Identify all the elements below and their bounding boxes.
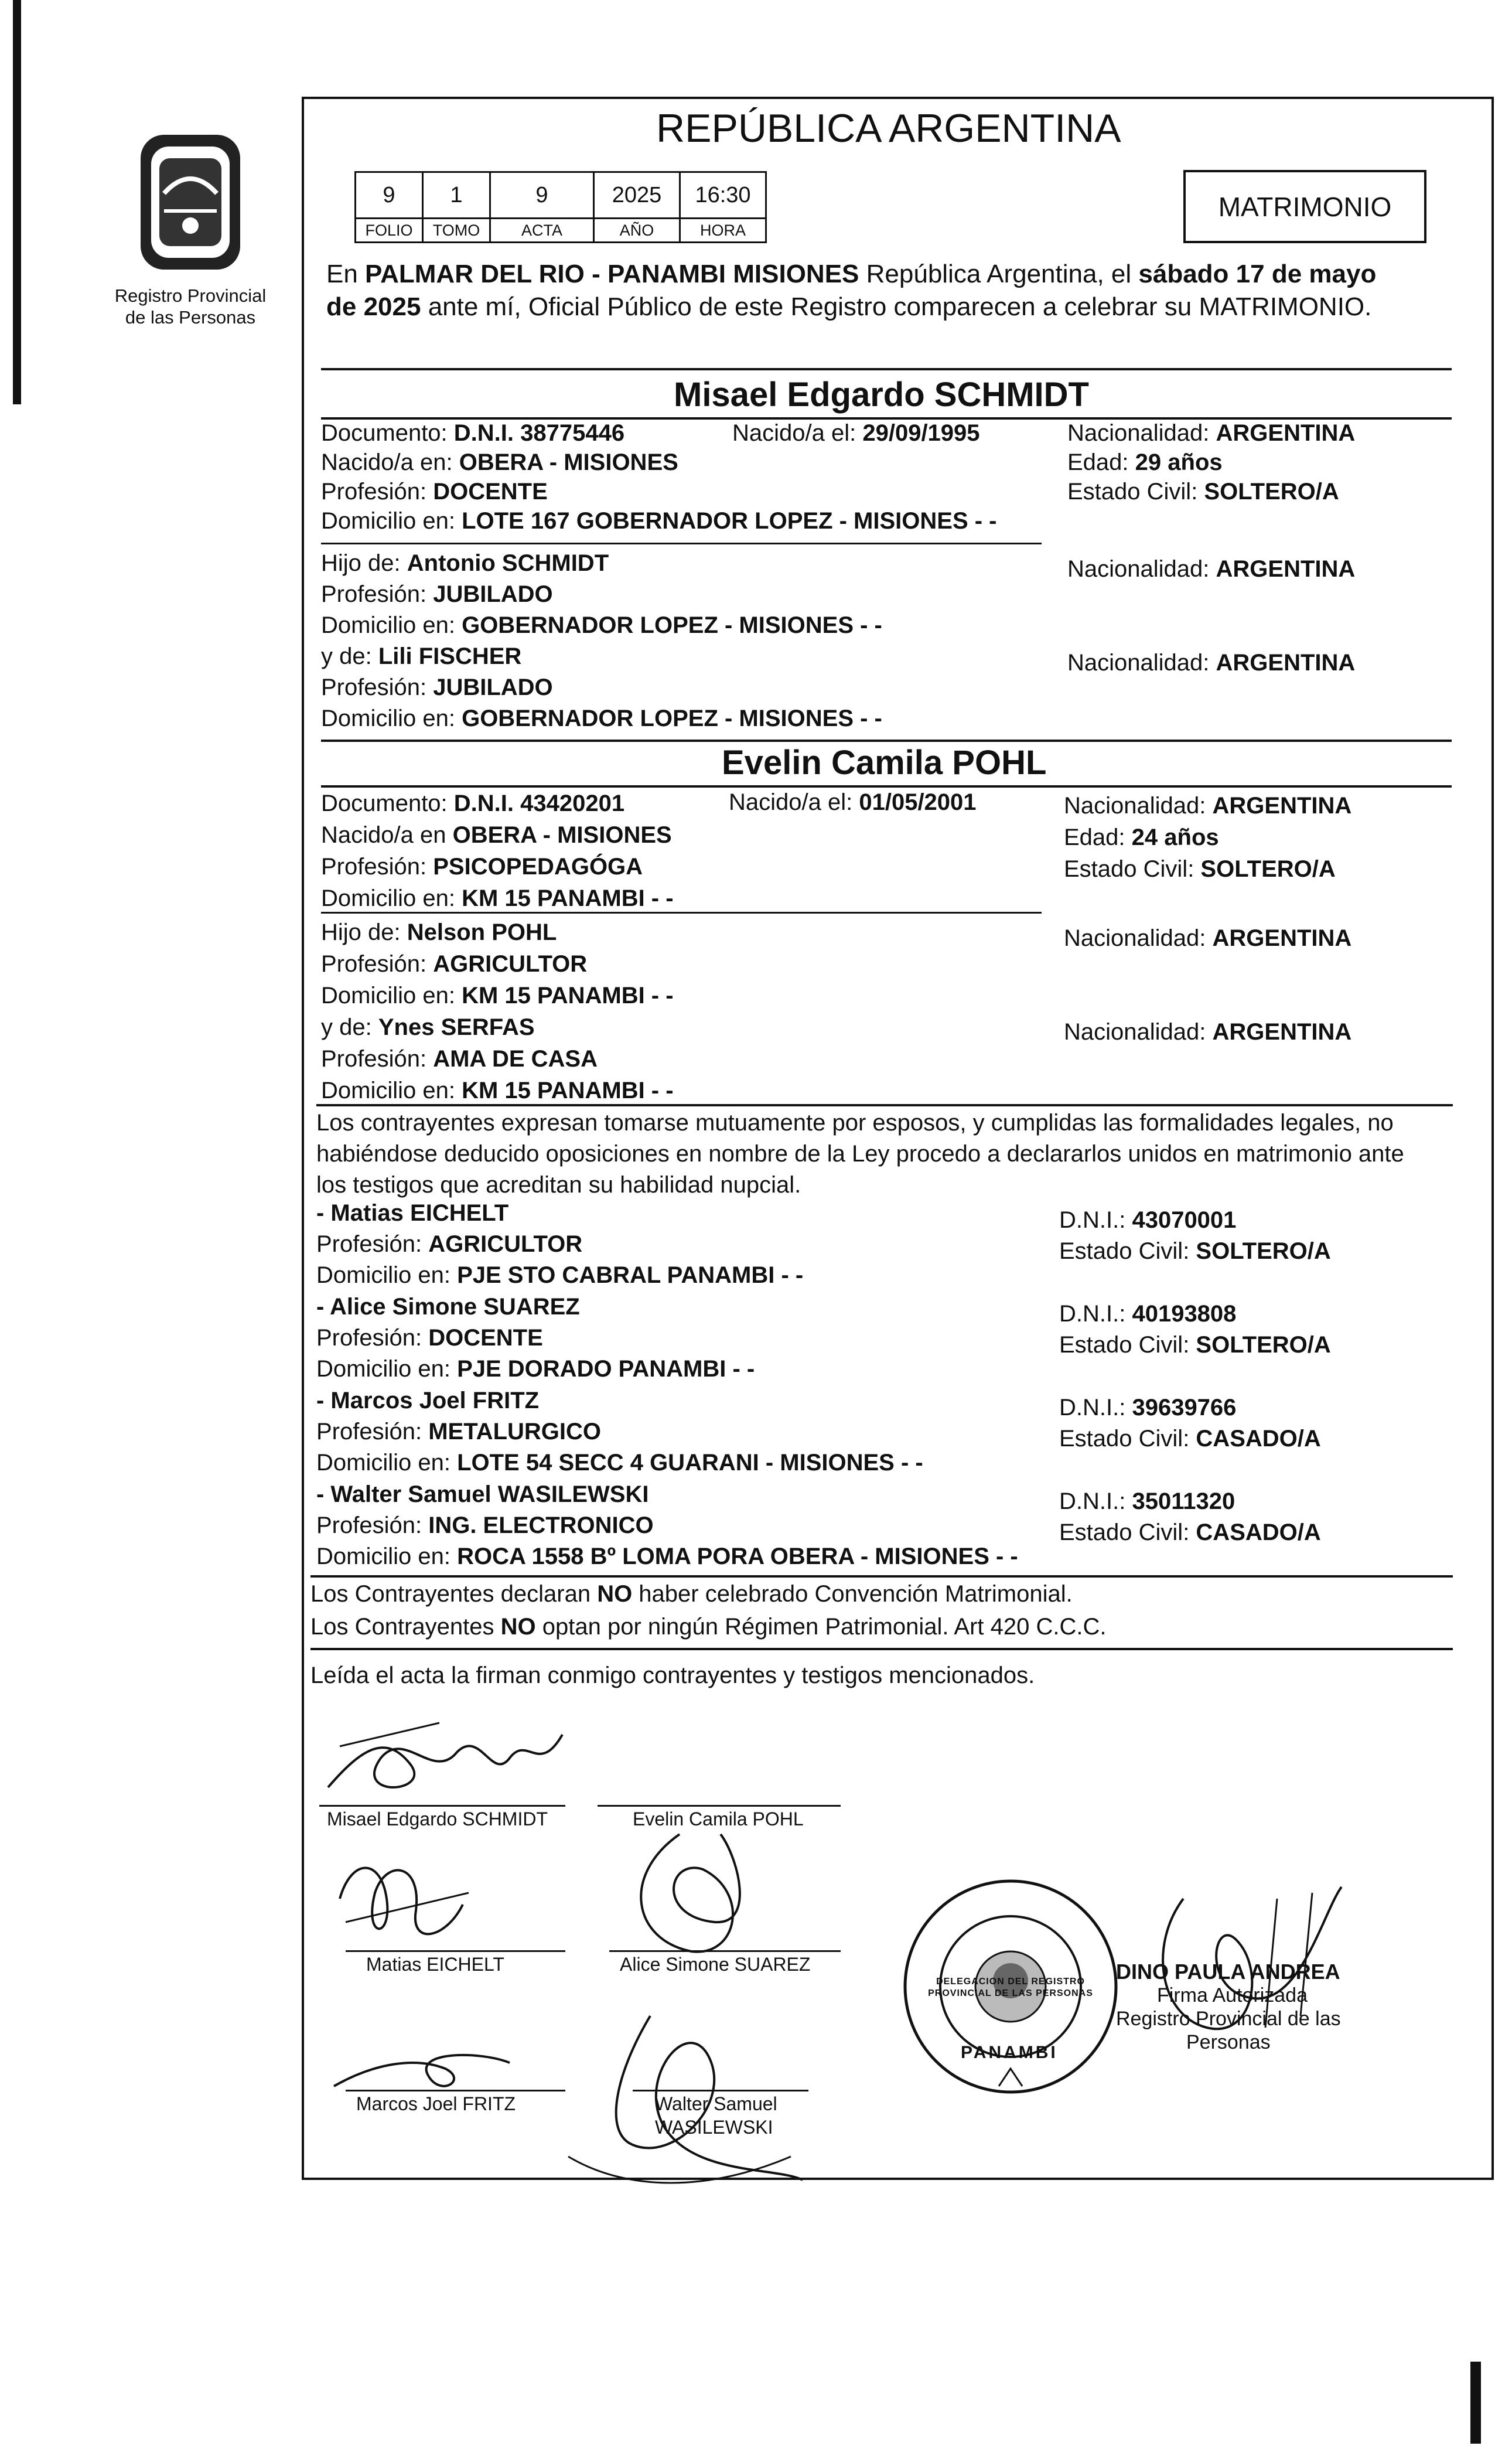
spouse2-domicile-label: Domicilio en: [321, 885, 462, 911]
spouse2-mother-dom-label: Domicilio en: [321, 1078, 462, 1103]
witness-2-prof-label: Profesión: [316, 1325, 429, 1351]
witness-3-dom: LOTE 54 SECC 4 GUARANI - MISIONES - - [457, 1450, 923, 1476]
official-title: Firma Autorizada [1157, 1984, 1308, 2006]
spouse1-nationality-value: ARGENTINA [1216, 420, 1356, 446]
official-signature [1116, 1960, 1341, 2054]
witness-3-prof-label: Profesión: [316, 1419, 429, 1445]
spouse1-mother-prof-value: JUBILADO [433, 674, 553, 700]
spouse1-birthdate [732, 418, 980, 448]
spouse2-mother-nationality [1064, 1017, 1351, 1047]
spouse2-civil-value: SOLTERO/A [1200, 856, 1336, 882]
intro-line1 [326, 258, 1376, 291]
spouse2-nationality-value: ARGENTINA [1212, 793, 1352, 819]
signature-line-2 [598, 1805, 841, 1807]
spouse2-civil-label: Estado Civil: [1064, 856, 1201, 882]
spouse1-nationality-label: Nacionalidad: [1067, 420, 1216, 446]
divider-spouse1-parents [321, 543, 1042, 544]
spouse2-document [321, 788, 674, 819]
regime-text [310, 1578, 1107, 1643]
signature-scribble-4 [328, 2039, 521, 2104]
spouse2-document-value: D.N.I. 43420201 [453, 791, 625, 816]
spouse2-profession [321, 851, 674, 883]
misiones-seal-icon [123, 123, 258, 281]
intro-date2: de 2025 [326, 292, 421, 321]
spouse1-profession [321, 477, 997, 506]
intro-prefix: En [326, 260, 366, 288]
witness-1-dni: 43070001 [1132, 1207, 1237, 1233]
intro-place: PALMAR DEL RIO - PANAMBI MISIONES [365, 260, 859, 288]
divider-spouse1-top [321, 368, 1452, 370]
record-type-box [1183, 170, 1426, 243]
record-ano-label: AÑO [593, 217, 681, 243]
witness-2-civil-label: Estado Civil: [1059, 1332, 1196, 1358]
witness-4-dom-label: Domicilio en: [316, 1544, 458, 1569]
signature-label-3: Matias EICHELT [366, 1954, 504, 1975]
spouse1-age-label: Edad: [1067, 449, 1135, 475]
spouse1-mother-value: Lili FISCHER [378, 643, 522, 669]
spouse2-mother-dom-value: KM 15 PANAMBI - - [462, 1078, 674, 1103]
registry-label-line2: de las Personas [125, 307, 256, 328]
intro-line2 [326, 291, 1371, 323]
spouse1-father-value: Antonio SCHMIDT [407, 550, 609, 576]
spouse1-father-block [321, 548, 882, 734]
spouse1-birthdate-value: 29/09/1995 [862, 420, 980, 446]
regime-line2-a: Los Contrayentes [310, 1614, 501, 1640]
spouse2-father-label: Hijo de: [321, 919, 407, 945]
witness-1-dni-label: D.N.I.: [1059, 1207, 1132, 1233]
signature-scribble-1 [316, 1711, 586, 1811]
spouse1-birthplace-value: OBERA - MISIONES [459, 449, 678, 475]
divider-spouse2-top [321, 740, 1452, 742]
spouse1-father-nat-label: Nacionalidad: [1067, 556, 1216, 582]
official-name: DINO PAULA ANDREA [1116, 1960, 1340, 1984]
spouse1-profession-value: DOCENTE [433, 479, 548, 505]
signature-label-2: Evelin Camila POHL [633, 1808, 804, 1830]
witness-3-dni: 39639766 [1132, 1395, 1237, 1420]
record-type-label: MATRIMONIO [1218, 191, 1392, 222]
corner-mark [1470, 2362, 1481, 2444]
witness-4-dom: ROCA 1558 Bº LOMA PORA OBERA - MISIONES - - [457, 1544, 1018, 1569]
witness-1-prof-label: Profesión: [316, 1231, 429, 1257]
spouse2-father-nat-label: Nacionalidad: [1064, 925, 1213, 951]
spouse1-father-dom-label: Domicilio en: [321, 612, 462, 638]
spouse2-nationality [1064, 790, 1351, 822]
spouse2-mother-nat-label: Nacionalidad: [1064, 1019, 1213, 1045]
spouse1-domicile-value: LOTE 167 GOBERNADOR LOPEZ - MISIONES - - [462, 508, 997, 534]
regime-line1 [310, 1578, 1107, 1610]
spouse2-name: Evelin Camila POHL [722, 744, 1047, 782]
witness-1-prof: AGRICULTOR [428, 1231, 583, 1257]
signature-label-1: Misael Edgardo SCHMIDT [327, 1808, 548, 1830]
spouse1-birthplace-label: Nacido/a en: [321, 449, 459, 475]
spouse1-father-nationality [1067, 554, 1355, 584]
record-ano-value: 2025 [593, 171, 681, 219]
regime-line2 [310, 1610, 1107, 1643]
witness-1-dom-label: Domicilio en: [316, 1262, 458, 1288]
country-title: REPÚBLICA ARGENTINA [656, 106, 1121, 151]
regime-line1-c: haber celebrado Convención Matrimonial. [632, 1581, 1073, 1607]
intro-suffix: ante mí, Oficial Público de este Registro comparecen a celebrar su MATRIMONIO. [421, 292, 1372, 321]
spouse2-age-value: 24 años [1131, 825, 1219, 850]
signature-scribble-5 [557, 2004, 814, 2192]
record-folio-value: 9 [354, 171, 424, 219]
regime-line2-no: NO [500, 1614, 536, 1640]
declaration-line1: Los contrayentes expresan tomarse mutuamente por esposos, y cumplidas las formalidades legales, no [316, 1110, 1394, 1136]
margin-bar [13, 0, 21, 404]
spouse2-civil [1064, 853, 1351, 885]
spouse2-mother-prof-value: AMA DE CASA [433, 1046, 598, 1072]
spouse1-father-nat-value: ARGENTINA [1216, 556, 1356, 582]
signature-label-4: Alice Simone SUAREZ [620, 1954, 811, 1975]
spouse2-birthdate [729, 788, 977, 817]
spouse2-right-block [1064, 790, 1351, 885]
spouse1-right-block [1067, 418, 1355, 506]
spouse2-birthplace-label: Nacido/a en [321, 822, 453, 848]
witness-2-name: - Alice Simone SUAREZ [316, 1294, 580, 1320]
witness-3-civil: CASADO/A [1196, 1426, 1321, 1452]
spouse2-father-dom-label: Domicilio en: [321, 983, 462, 1009]
spouse1-mother-prof-label: Profesión: [321, 674, 434, 700]
witness-1-civil: SOLTERO/A [1196, 1238, 1331, 1264]
record-tomo-label: TOMO [422, 217, 491, 243]
spouse2-father-nationality [1064, 924, 1351, 953]
record-hora-label: HORA [679, 217, 767, 243]
spouse1-age [1067, 448, 1355, 477]
witness-1-civil-label: Estado Civil: [1059, 1238, 1196, 1264]
spouse1-age-value: 29 años [1135, 449, 1223, 475]
regime-line2-c: optan por ningún Régimen Patrimonial. Art 420 C.C.C. [535, 1614, 1107, 1640]
spouse1-father-prof-label: Profesión: [321, 581, 434, 607]
divider-spouse2-parents [321, 912, 1042, 914]
stamp-bottom-text: PANAMBI [961, 2043, 1058, 2062]
spouse2-father-dom-value: KM 15 PANAMBI - - [462, 983, 674, 1009]
record-hora-value: 16:30 [679, 171, 767, 219]
witness-3-dom-label: Domicilio en: [316, 1450, 458, 1476]
spouse2-mother-nat-value: ARGENTINA [1212, 1019, 1352, 1045]
spouse2-birthdate-value: 01/05/2001 [859, 789, 977, 815]
witness-2-right [1059, 1299, 1331, 1361]
spouse1-civil-value: SOLTERO/A [1204, 479, 1339, 505]
spouse1-document-label: Documento: [321, 420, 454, 446]
witness-2-dni-label: D.N.I.: [1059, 1301, 1132, 1327]
witness-3-name: - Marcos Joel FRITZ [316, 1388, 540, 1413]
spouse1-document-value: D.N.I. 38775446 [453, 420, 625, 446]
witness-4-dni-label: D.N.I.: [1059, 1488, 1132, 1514]
declaration-line3: los testigos que acreditan su habilidad nupcial. [316, 1172, 801, 1198]
witness-2 [316, 1292, 755, 1385]
reading-text: Leída el acta la firman conmigo contrayentes y testigos mencionados. [310, 1663, 1035, 1688]
official-registry: Registro Provincial de las [1116, 2008, 1341, 2030]
witness-2-dni: 40193808 [1132, 1301, 1237, 1327]
intro-date1: sábado 17 de mayo [1138, 260, 1377, 288]
spouse2-mother-value: Ynes SERFAS [378, 1014, 535, 1040]
spouse1-father-prof-value: JUBILADO [433, 581, 553, 607]
intro-mid: República Argentina, el [859, 260, 1139, 288]
witness-1-right [1059, 1205, 1331, 1267]
registry-emblem [123, 123, 258, 281]
witness-3-prof: METALURGICO [428, 1419, 602, 1445]
witness-4-prof-label: Profesión: [316, 1512, 429, 1538]
spouse1-mother-dom-value: GOBERNADOR LOPEZ - MISIONES - - [462, 706, 882, 731]
declaration-text [316, 1108, 1404, 1201]
signature-label-5: Marcos Joel FRITZ [356, 2093, 516, 2114]
official-registry-2: Personas [1186, 2031, 1271, 2053]
spouse2-birthplace-value: OBERA - MISIONES [452, 822, 672, 848]
spouse1-birthplace [321, 448, 997, 477]
witness-1-dom: PJE STO CABRAL PANAMBI - - [457, 1262, 804, 1288]
witness-3-right [1059, 1392, 1321, 1454]
witness-4 [316, 1479, 1018, 1572]
spouse1-mother-nationality [1067, 648, 1355, 677]
spouse2-age-label: Edad: [1064, 825, 1132, 850]
witness-4-dni: 35011320 [1132, 1488, 1235, 1514]
spouse1-mother-label: y de: [321, 643, 378, 669]
spouse2-birthplace [321, 819, 674, 851]
record-acta-value: 9 [489, 171, 595, 219]
spouse2-father-prof-value: AGRICULTOR [433, 951, 588, 977]
signature-label-6a: Walter Samuel [655, 2093, 777, 2114]
spouse1-name: Misael Edgardo SCHMIDT [674, 376, 1089, 414]
spouse2-domicile-value: KM 15 PANAMBI - - [462, 885, 674, 911]
signature-scribble-3 [328, 1852, 480, 1951]
spouse2-document-label: Documento: [321, 791, 454, 816]
spouse2-age [1064, 822, 1351, 853]
spouse2-birthdate-label: Nacido/a el: [729, 789, 859, 815]
stamp-ring-text: DELEGACION DEL REGISTRO PROVINCIAL DE LAS PERSONAS [928, 1977, 1093, 1998]
signature-label-6b: WASILEWSKI [655, 2117, 773, 2138]
spouse1-domicile-label: Domicilio en: [321, 508, 462, 534]
spouse2-mother-prof-label: Profesión: [321, 1046, 434, 1072]
witness-4-right [1059, 1486, 1321, 1548]
witness-2-civil: SOLTERO/A [1196, 1332, 1331, 1358]
registry-label-line1: Registro Provincial [114, 285, 267, 306]
spouse1-father-dom-value: GOBERNADOR LOPEZ - MISIONES - - [462, 612, 882, 638]
regime-line1-no: NO [597, 1581, 633, 1607]
witness-3-dni-label: D.N.I.: [1059, 1395, 1132, 1420]
declaration-line2: habiéndose deducido oposiciones en nombre de la Ley procedo a declararlos unidos en matrimonio ante [316, 1141, 1404, 1167]
spouse1-profession-label: Profesión: [321, 479, 434, 505]
spouse2-father-nat-value: ARGENTINA [1212, 925, 1352, 951]
witness-3 [316, 1385, 923, 1479]
spouse1-mother-dom-label: Domicilio en: [321, 706, 462, 731]
spouse1-civil-label: Estado Civil: [1067, 479, 1204, 505]
signature-scribble-2 [609, 1822, 773, 1963]
witness-4-civil: CASADO/A [1196, 1520, 1321, 1545]
spouse1-mother-nat-label: Nacionalidad: [1067, 650, 1216, 676]
witness-2-dom-label: Domicilio en: [316, 1356, 458, 1382]
witness-4-prof: ING. ELECTRONICO [428, 1512, 654, 1538]
record-tomo-value: 1 [422, 171, 491, 219]
spouse1-civil [1067, 477, 1355, 506]
spouse2-domicile [321, 883, 674, 914]
witness-4-name: - Walter Samuel WASILEWSKI [316, 1481, 649, 1507]
spouse1-mother-nat-value: ARGENTINA [1216, 650, 1356, 676]
spouse2-nationality-label: Nacionalidad: [1064, 793, 1213, 819]
spouse1-domicile [321, 506, 997, 536]
spouse1-nationality [1067, 418, 1355, 448]
regime-line1-a: Los Contrayentes declaran [310, 1581, 598, 1607]
spouse2-father-value: Nelson POHL [407, 919, 557, 945]
witness-2-dom: PJE DORADO PANAMBI - - [457, 1356, 755, 1382]
spouse2-profession-value: PSICOPEDAGÓGA [433, 854, 643, 880]
spouse2-father-prof-label: Profesión: [321, 951, 434, 977]
witness-1-name: - Matias EICHELT [316, 1200, 509, 1226]
witness-3-civil-label: Estado Civil: [1059, 1426, 1196, 1452]
spouse2-left-block [321, 788, 674, 914]
divider-declaration [316, 1104, 1453, 1106]
spouse2-profession-label: Profesión: [321, 854, 434, 880]
witness-2-prof: DOCENTE [428, 1325, 543, 1351]
spouse2-father-block [321, 917, 674, 1106]
record-acta-label: ACTA [489, 217, 595, 243]
spouse1-father-label: Hijo de: [321, 550, 407, 576]
registry-label [94, 285, 287, 328]
divider-reading [310, 1648, 1453, 1650]
witness-1 [316, 1198, 803, 1291]
record-folio-label: FOLIO [354, 217, 424, 243]
spouse1-birthdate-label: Nacido/a el: [732, 420, 863, 446]
spouse2-mother-label: y de: [321, 1014, 378, 1040]
witness-4-civil-label: Estado Civil: [1059, 1520, 1196, 1545]
